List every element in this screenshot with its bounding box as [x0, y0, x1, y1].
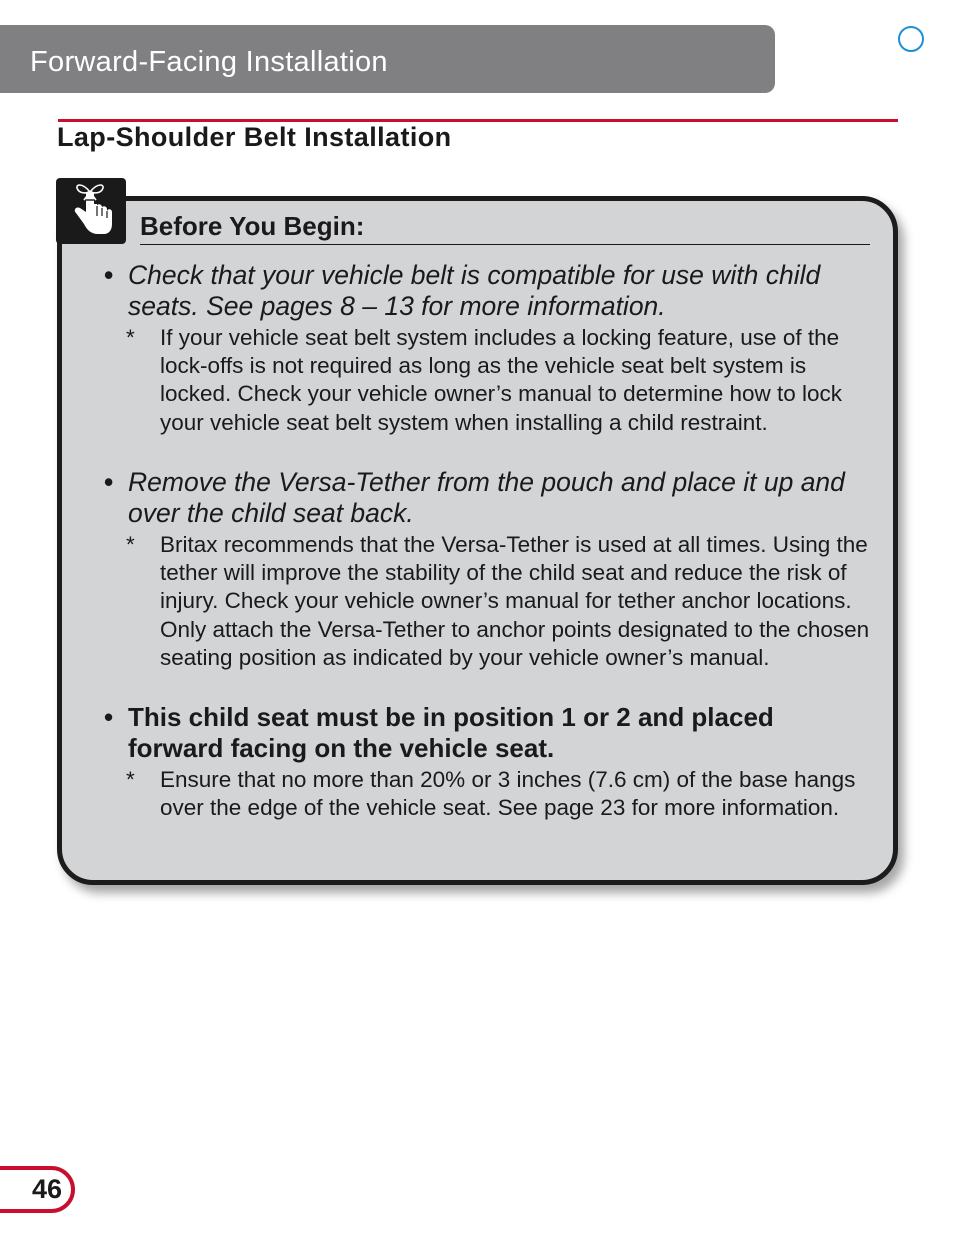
asterisk-icon: *	[126, 532, 135, 557]
bullet-item-text: This child seat must be in position 1 or 2 and placed forward facing on the vehicle seat.	[128, 702, 774, 763]
note-item-text: Britax recommends that the Versa-Tether is used at all times. Using the tether will improve the stability of the child seat and reduce the risk of injury. Check your vehicle owner’s manual for tether anchor locations. Only attach the Versa-Tether to anchor points designated to the chosen seating position as indicated by your vehicle owner’s manual.	[160, 532, 870, 670]
note-text	[104, 531, 874, 672]
bullet-text	[104, 467, 874, 529]
section-title: Lap-Shoulder Belt Installation	[57, 122, 452, 152]
box-heading: Before You Begin:	[140, 211, 870, 245]
asterisk-icon: *	[126, 767, 135, 792]
list-item	[104, 702, 874, 822]
note-item-text: If your vehicle seat belt system includes a locking feature, use of the lock-offs is not required as long as the vehicle seat belt system is locked. Check your vehicle owner’s manual to determine how to lock your vehicle seat belt system when installing a child restraint.	[160, 325, 843, 435]
bullet-text	[104, 260, 874, 322]
asterisk-icon: *	[126, 325, 135, 350]
bullet-icon: •	[104, 702, 114, 732]
list-item	[104, 467, 874, 672]
page-number: 46	[0, 1166, 75, 1213]
note-text	[104, 766, 874, 822]
finger-reminder-icon	[56, 178, 126, 244]
note-item-text: Ensure that no more than 20% or 3 inches (7.6 cm) of the base hangs over the edge of the vehicle seat. See page 23 for more information.	[160, 767, 856, 821]
bullet-item-text: Check that your vehicle belt is compatible for use with child seats. See pages 8 – 13 for more information.	[128, 260, 821, 321]
note-text	[104, 324, 874, 437]
bullet-item-text: Remove the Versa-Tether from the pouch and place it up and over the child seat back.	[128, 467, 845, 528]
list-item	[104, 260, 874, 437]
chapter-title: Forward-Facing Installation	[30, 46, 388, 78]
bullet-icon: •	[104, 260, 114, 290]
bullet-icon: •	[104, 467, 114, 497]
circle-marker-icon	[898, 26, 924, 52]
bullet-text	[104, 702, 874, 764]
